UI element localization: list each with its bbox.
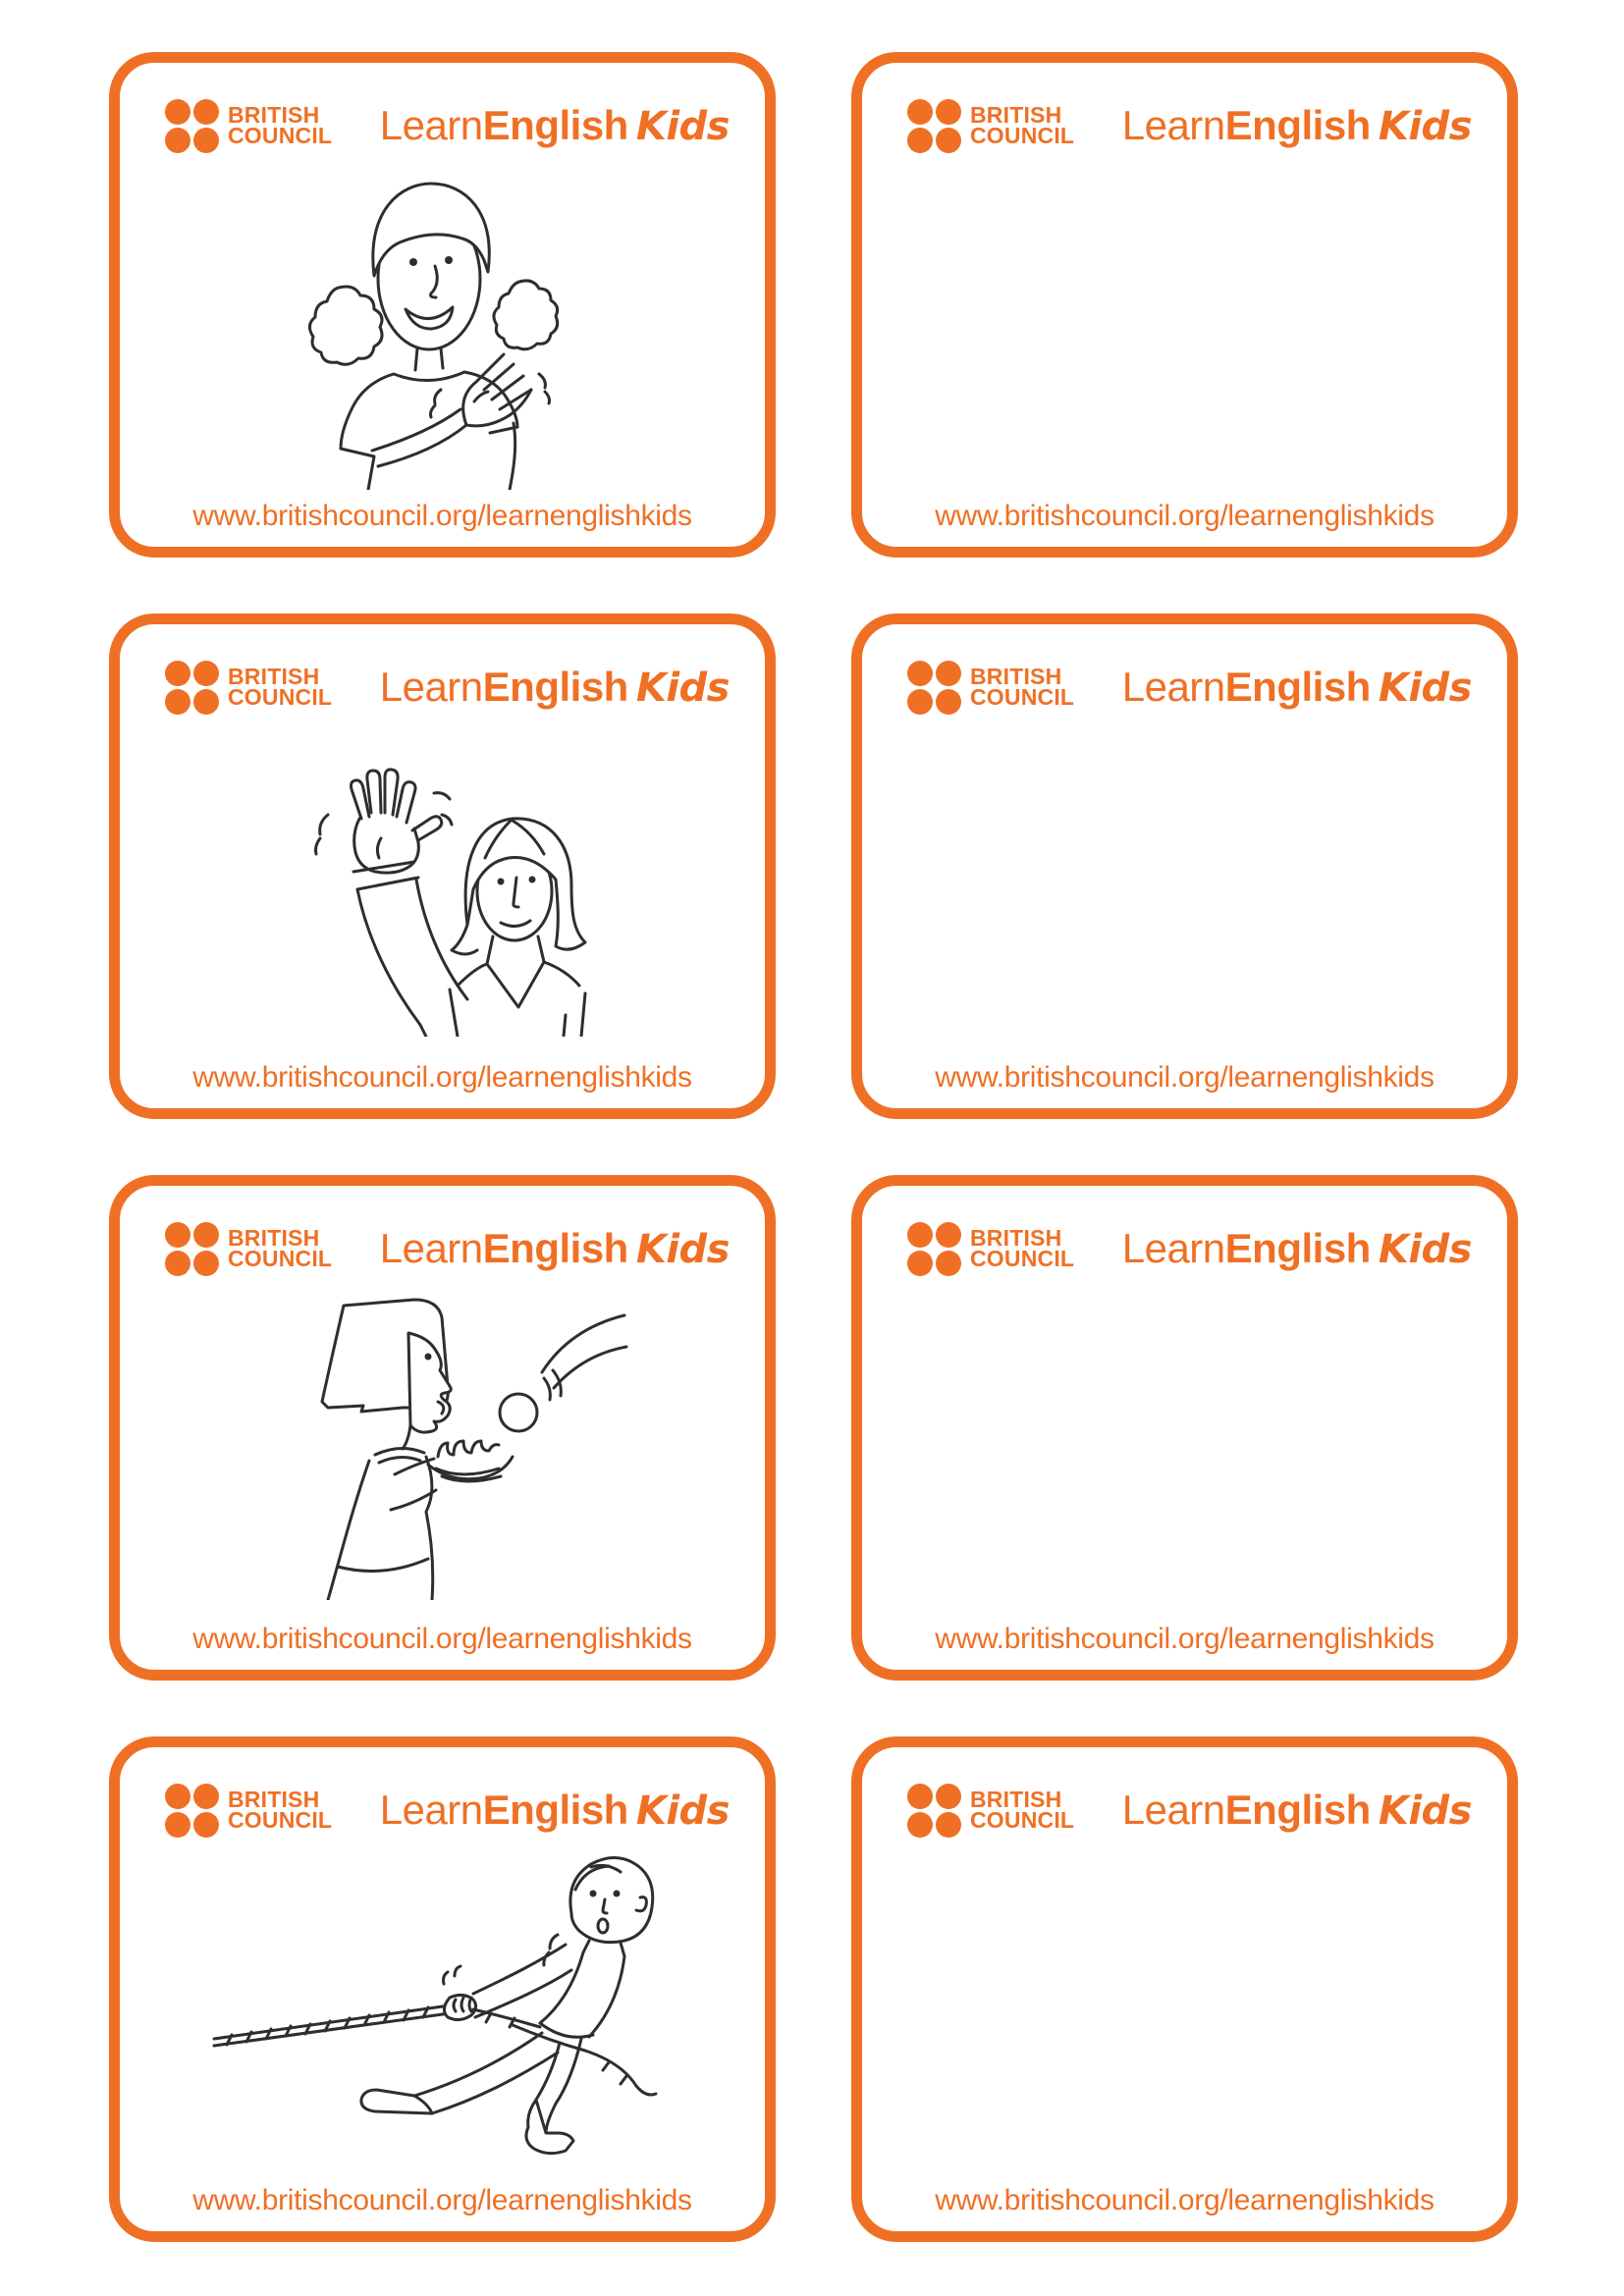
british-council-wordmark: BRITISH COUNCIL: [970, 101, 1075, 148]
flashcard-clapping: [109, 52, 776, 558]
british-council-dots-icon: [907, 1222, 961, 1276]
flashcard-catching: [109, 1175, 776, 1681]
website-url: www.britishcouncil.org/learnenglishkids: [192, 1623, 692, 1655]
card-header: [120, 1219, 765, 1278]
learnenglish-kids-logo: LearnEnglish Kids: [1121, 1225, 1472, 1272]
card-header: [120, 96, 765, 155]
website-url: www.britishcouncil.org/learnenglishkids: [192, 2184, 692, 2216]
website-url: www.britishcouncil.org/learnenglishkids: [192, 500, 692, 532]
flashcard-blank-3: [851, 1175, 1518, 1681]
website-url: www.britishcouncil.org/learnenglishkids: [192, 1061, 692, 1094]
british-council-wordmark: BRITISH COUNCIL: [228, 1786, 333, 1833]
british-council-dots-icon: [165, 99, 219, 153]
learnenglish-kids-logo: LearnEnglish Kids: [379, 102, 730, 149]
card-header: [862, 1219, 1507, 1278]
british-council-wordmark: BRITISH COUNCIL: [228, 663, 333, 710]
learnenglish-kids-logo: LearnEnglish Kids: [379, 664, 730, 711]
british-council-dots-icon: [907, 99, 961, 153]
british-council-logo: [165, 1222, 332, 1276]
british-council-wordmark: BRITISH COUNCIL: [970, 663, 1075, 710]
british-council-dots-icon: [165, 1222, 219, 1276]
pulling-boy-drawing: [196, 1850, 658, 2174]
british-council-dots-icon: [907, 661, 961, 715]
learnenglish-kids-logo: LearnEnglish Kids: [379, 1787, 730, 1834]
website-url: www.britishcouncil.org/learnenglishkids: [935, 1623, 1435, 1655]
flashcard-pulling: [109, 1736, 776, 2242]
waving-woman-illustration: [265, 732, 599, 1037]
website-url: www.britishcouncil.org/learnenglishkids: [935, 500, 1435, 532]
flashcard-blank-4: [851, 1736, 1518, 2242]
learnenglish-kids-logo: LearnEnglish Kids: [1121, 102, 1472, 149]
waving-woman-drawing: [265, 732, 599, 1037]
british-council-dots-icon: [907, 1784, 961, 1838]
british-council-logo: [165, 661, 332, 715]
website-url: www.britishcouncil.org/learnenglishkids: [935, 2184, 1435, 2216]
clapping-girl-illustration: [292, 166, 567, 490]
website-url: www.britishcouncil.org/learnenglishkids: [935, 1061, 1435, 1094]
british-council-dots-icon: [165, 1784, 219, 1838]
british-council-logo: [907, 1222, 1074, 1276]
card-header: [862, 96, 1507, 155]
learnenglish-kids-logo: LearnEnglish Kids: [1121, 664, 1472, 711]
british-council-logo: [907, 1784, 1074, 1838]
british-council-logo: [165, 1784, 332, 1838]
card-header: [120, 1781, 765, 1840]
learnenglish-kids-logo: LearnEnglish Kids: [379, 1225, 730, 1272]
british-council-logo: [907, 661, 1074, 715]
catching-girl-illustration: [245, 1296, 628, 1600]
british-council-wordmark: BRITISH COUNCIL: [970, 1224, 1075, 1271]
learnenglish-kids-logo: LearnEnglish Kids: [1121, 1787, 1472, 1834]
british-council-logo: [165, 99, 332, 153]
flashcard-waving: [109, 614, 776, 1119]
british-council-wordmark: BRITISH COUNCIL: [228, 101, 333, 148]
card-header: [862, 1781, 1507, 1840]
british-council-logo: [907, 99, 1074, 153]
flashcard-blank-1: [851, 52, 1518, 558]
card-header: [862, 658, 1507, 717]
pulling-boy-illustration: [196, 1850, 658, 2174]
catching-girl-drawing: [245, 1296, 628, 1600]
flashcard-blank-2: [851, 614, 1518, 1119]
british-council-dots-icon: [165, 661, 219, 715]
british-council-wordmark: BRITISH COUNCIL: [970, 1786, 1075, 1833]
card-header: [120, 658, 765, 717]
clapping-girl-drawing: [292, 166, 567, 490]
british-council-wordmark: BRITISH COUNCIL: [228, 1224, 333, 1271]
